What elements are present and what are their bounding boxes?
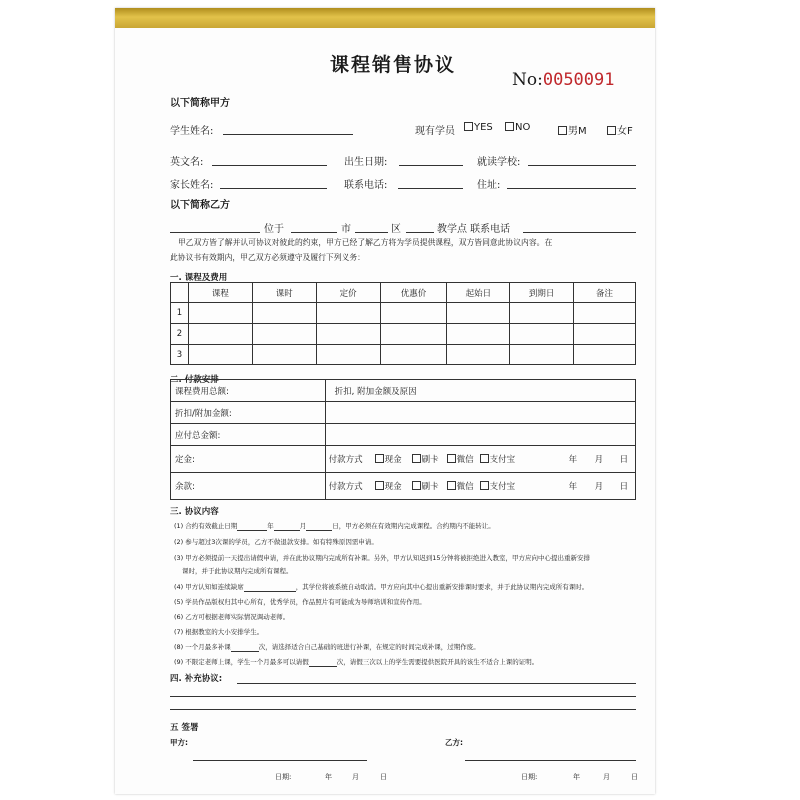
contract-title: 课程销售协议 — [330, 54, 457, 76]
existing-student-label: 现有学员 — [415, 126, 455, 137]
female-label: 女F — [617, 126, 633, 137]
table-cell[interactable] — [380, 345, 447, 365]
yes-option[interactable] — [464, 122, 493, 133]
party-b-sign-label: 乙方: — [445, 738, 463, 747]
payment-table — [170, 379, 636, 500]
balance-payment-cell — [325, 473, 635, 500]
serial-value: 0050091 — [542, 70, 615, 90]
teaching-point-label: 教学点 联系电话 — [437, 224, 511, 235]
party-b-name-field[interactable] — [170, 232, 260, 233]
payment-row-total — [171, 380, 636, 402]
option-label: 现金 — [384, 482, 402, 492]
party-a-heading: 以下简称甲方 — [170, 98, 230, 109]
payment-row-discount — [171, 402, 636, 424]
city-label: 市 — [341, 224, 351, 235]
table-cell[interactable] — [574, 303, 636, 324]
payment-row-payable — [171, 424, 636, 446]
header-remarks: 备注 — [574, 283, 636, 303]
option-label: 刷卡 — [421, 482, 439, 492]
row-index: 2 — [171, 324, 189, 345]
clause-4 — [174, 582, 588, 592]
party-b-day-label: 日 — [631, 773, 638, 781]
party-a-sign-label: 甲方: — [170, 738, 188, 747]
english-name-label: 英文名: — [170, 157, 204, 168]
checkbox[interactable] — [412, 454, 421, 463]
parent-name-field[interactable] — [220, 188, 327, 189]
no-option[interactable] — [505, 122, 530, 133]
checkbox[interactable] — [447, 454, 456, 463]
female-option[interactable] — [607, 122, 633, 137]
phone-label: 联系电话: — [344, 180, 388, 191]
birth-date-label: 出生日期: — [344, 157, 388, 168]
table-cell[interactable] — [252, 345, 316, 365]
clause-1-month-field[interactable] — [274, 522, 300, 531]
option-label: 支付宝 — [489, 455, 516, 465]
table-cell[interactable] — [188, 324, 252, 345]
balance-month-label: 月 — [594, 482, 604, 492]
party-a-month-label: 月 — [352, 773, 359, 781]
party-b-month-label: 月 — [603, 773, 610, 781]
checkbox[interactable] — [412, 481, 421, 490]
birth-date-field[interactable] — [399, 165, 463, 166]
party-a-day-label: 日 — [380, 773, 387, 781]
header-start-date: 起始日 — [447, 283, 510, 303]
clause-1-text-a: (1) 合约有效截止日期 — [174, 522, 238, 530]
intro-line-2: 此协议书有效期内，甲乙双方必须遵守及履行下列义务： — [170, 253, 365, 262]
balance-cash-option[interactable] — [375, 480, 402, 492]
table-cell[interactable] — [316, 303, 380, 324]
course-fee-table — [170, 282, 636, 365]
section-5-heading: 五 签署 — [170, 723, 199, 733]
party-a-signature-field[interactable] — [193, 760, 367, 761]
clause-1-month-label: 月 — [299, 522, 307, 530]
discount-reason-label: 折扣, 附加金额及原因 — [325, 380, 635, 402]
party-b-year-label: 年 — [573, 773, 580, 781]
clause-9-text-b: 次，请假三次以上的学生需要提供医院开具的该生不适合上课的证明。 — [336, 658, 539, 666]
clause-4-field[interactable] — [244, 583, 296, 592]
yes-label: YES — [474, 122, 493, 133]
located-label: 位于 — [264, 224, 284, 235]
option-label: 微信 — [456, 455, 474, 465]
deposit-alipay-option[interactable] — [480, 453, 516, 465]
clause-9 — [174, 657, 538, 667]
header-course: 课程 — [188, 283, 252, 303]
deposit-label: 定金: — [171, 446, 326, 473]
row-index: 1 — [171, 303, 189, 324]
party-b-date-label: 日期: — [521, 773, 538, 781]
table-row — [171, 303, 636, 324]
clause-1-day-field[interactable] — [306, 522, 332, 531]
header-index-cell — [171, 283, 189, 303]
clause-9-field[interactable] — [309, 658, 337, 667]
teaching-point-field[interactable] — [406, 232, 434, 233]
deposit-card-option[interactable] — [412, 453, 439, 465]
clause-6: (6) 乙方可根据老师实际情况调动老师。 — [174, 613, 290, 621]
supplement-line-1[interactable] — [237, 683, 636, 684]
section-2-heading: 二. 付款安排 — [170, 375, 219, 385]
table-cell[interactable] — [447, 324, 510, 345]
discount-reason-field[interactable] — [325, 402, 635, 424]
discount-label: 折扣/附加金额: — [171, 402, 326, 424]
top-binding-strip — [115, 8, 655, 28]
school-field[interactable] — [528, 165, 636, 166]
deposit-pay-method-label: 付款方式 — [328, 455, 363, 465]
clause-8-field[interactable] — [231, 643, 259, 652]
intro-line-1: 甲乙双方皆了解并认可协议对彼此的约束，甲方已经了解乙方将为学员提供课程，双方皆同意此协议内容。在 — [178, 238, 553, 247]
party-a-date-label: 日期: — [275, 773, 292, 781]
phone-field[interactable] — [398, 188, 463, 189]
option-label: 刷卡 — [421, 455, 439, 465]
male-option[interactable] — [558, 122, 587, 137]
district-label: 区 — [391, 224, 401, 235]
party-b-phone-field[interactable] — [523, 232, 636, 233]
clause-7: (7) 根据教室的大小安排学生。 — [174, 628, 264, 636]
table-cell[interactable] — [252, 324, 316, 345]
table-cell[interactable] — [510, 303, 574, 324]
clause-5: (5) 学员作品版权归其中心所有，优秀学员，作品照片有可能成为导师培训和宣传作用。 — [174, 598, 426, 606]
section-4-heading: 四. 补充协议: — [170, 674, 223, 684]
table-cell[interactable] — [380, 303, 447, 324]
payment-row-deposit — [171, 446, 636, 473]
balance-pay-method-label: 付款方式 — [328, 482, 363, 492]
female-checkbox[interactable] — [607, 126, 616, 135]
balance-wechat-option[interactable] — [447, 480, 474, 492]
city-field[interactable] — [291, 232, 337, 233]
english-name-field[interactable] — [212, 165, 327, 166]
balance-alipay-option[interactable] — [480, 480, 516, 492]
table-cell[interactable] — [574, 345, 636, 365]
address-field[interactable] — [507, 188, 636, 189]
deposit-month-label: 月 — [594, 455, 604, 465]
clause-2: (2) 参与超过3次课的学员，乙方不做退款安排。如有特殊原因需申请。 — [174, 538, 378, 546]
table-cell[interactable] — [188, 303, 252, 324]
table-cell[interactable] — [574, 324, 636, 345]
header-hours: 课时 — [252, 283, 316, 303]
option-label: 微信 — [456, 482, 474, 492]
deposit-wechat-option[interactable] — [447, 453, 474, 465]
student-name-label: 学生姓名: — [170, 126, 214, 137]
yes-checkbox[interactable] — [464, 122, 473, 131]
serial-label: No: — [512, 70, 543, 90]
checkbox[interactable] — [375, 454, 384, 463]
clause-8-text-a: (8) 一个月最多补课 — [174, 643, 231, 651]
section-1-heading: 一. 课程及费用 — [170, 273, 228, 283]
address-label: 住址: — [477, 180, 501, 191]
parent-name-label: 家长姓名: — [170, 180, 214, 191]
deposit-cash-option[interactable] — [375, 453, 402, 465]
serial-number — [512, 70, 615, 90]
header-discount-price: 优惠价 — [380, 283, 447, 303]
supplement-line-3[interactable] — [170, 709, 636, 710]
student-name-field[interactable] — [223, 134, 353, 135]
school-label: 就读学校: — [477, 157, 521, 168]
payable-field[interactable] — [325, 424, 635, 446]
table-cell[interactable] — [510, 324, 574, 345]
total-label: 课程费用总额: — [171, 380, 326, 402]
clause-4-text-b: ，其学位将被系统自动取消。甲方应向其中心提出重新安排课时要求，并于此协议期内完成所有课时。 — [295, 583, 589, 591]
clause-3-line-1: (3) 甲方必须提前一天提出请假申请，并在此协议期内完成所有补课。另外，甲方认知迟到15分钟将被拒绝进入教室，甲方应向中心提出重新安排 — [174, 554, 591, 562]
deposit-year-label: 年 — [568, 455, 578, 465]
clause-1 — [174, 521, 495, 531]
payment-row-balance — [171, 473, 636, 500]
clause-8-text-b: 次，请选择适合自己基础的班进行补课，在规定的时间完成补课，过期作废。 — [258, 643, 480, 651]
no-label: NO — [515, 122, 531, 133]
clause-1-text-d: 日，甲方必须在有效期内完成课程。合约期内不能转让。 — [332, 522, 495, 530]
supplement-line-2[interactable] — [170, 696, 636, 697]
clause-3-line-2: 课时，并于此协议期内完成所有课程。 — [182, 567, 293, 575]
no-checkbox[interactable] — [505, 122, 514, 131]
table-cell[interactable] — [316, 324, 380, 345]
party-b-signature-field[interactable] — [465, 760, 636, 761]
table-row — [171, 324, 636, 345]
table-cell[interactable] — [252, 303, 316, 324]
table-cell[interactable] — [510, 345, 574, 365]
deposit-payment-cell — [325, 446, 635, 473]
table-header-row — [171, 283, 636, 303]
table-cell[interactable] — [380, 324, 447, 345]
male-checkbox[interactable] — [558, 126, 567, 135]
contract-paper — [115, 8, 655, 794]
balance-label: 余款: — [171, 473, 326, 500]
checkbox[interactable] — [480, 481, 489, 490]
table-cell[interactable] — [447, 345, 510, 365]
row-index: 3 — [171, 345, 189, 365]
balance-card-option[interactable] — [412, 480, 439, 492]
balance-year-label: 年 — [568, 482, 578, 492]
checkbox[interactable] — [375, 481, 384, 490]
table-row — [171, 345, 636, 365]
party-b-heading: 以下简称乙方 — [170, 200, 230, 211]
option-label: 现金 — [384, 455, 402, 465]
option-label: 支付宝 — [489, 482, 516, 492]
balance-day-label: 日 — [619, 482, 629, 492]
header-end-date: 到期日 — [510, 283, 574, 303]
deposit-day-label: 日 — [619, 455, 629, 465]
header-price: 定价 — [316, 283, 380, 303]
clause-8 — [174, 642, 480, 652]
checkbox[interactable] — [447, 481, 456, 490]
party-a-year-label: 年 — [325, 773, 332, 781]
district-field[interactable] — [355, 232, 388, 233]
table-cell[interactable] — [447, 303, 510, 324]
payable-label: 应付总金额: — [171, 424, 326, 446]
clause-1-year-label: 年 — [267, 522, 274, 530]
clause-4-text-a: (4) 甲方认知如连续缺席 — [174, 583, 244, 591]
clause-9-text-a: (9) 不限定老师上课，学生一个月最多可以请假 — [174, 658, 309, 666]
checkbox[interactable] — [480, 454, 489, 463]
clause-1-year-field[interactable] — [237, 522, 267, 531]
section-3-heading: 三. 协议内容 — [170, 507, 219, 517]
table-cell[interactable] — [188, 345, 252, 365]
table-cell[interactable] — [316, 345, 380, 365]
male-label: 男M — [568, 126, 587, 137]
